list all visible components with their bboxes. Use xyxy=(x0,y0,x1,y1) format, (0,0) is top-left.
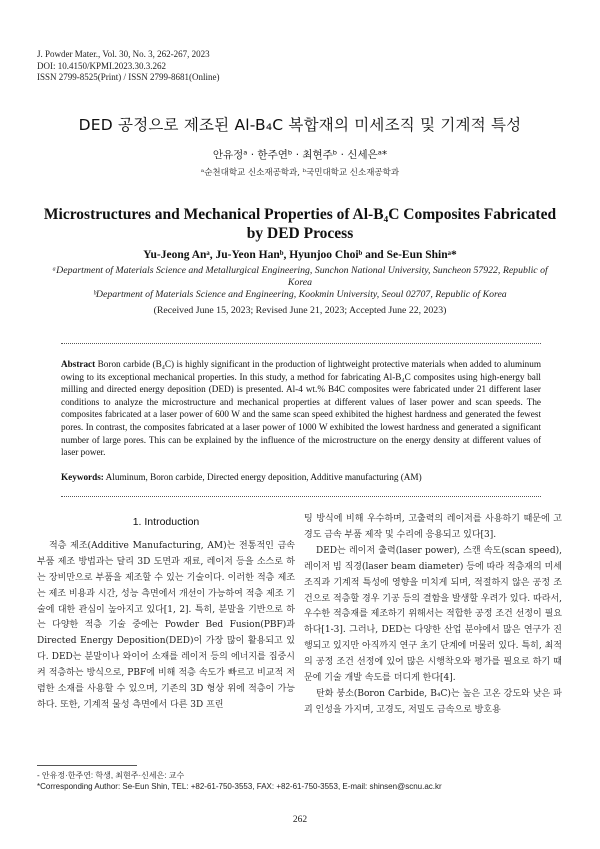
intro-paragraph-3: 탄화 붕소(Boron Carbide, B₄C)는 높은 고온 강도와 낮은 파괴 인성을 가지며, 고경도, 저밀도 금속으로 방호용 xyxy=(304,688,562,715)
english-affiliations xyxy=(40,265,560,302)
section-heading-introduction: 1. Introduction xyxy=(132,516,200,528)
journal-doi[interactable]: DOI: 10.4150/KPMI.2023.30.3.262 xyxy=(37,60,167,71)
abstract-block xyxy=(61,358,541,459)
top-divider xyxy=(61,343,541,344)
affiliation-b: ᵇDepartment of Materials Science and Engineering, Kookmin University, Seoul 02707, Republic of Korea xyxy=(93,289,507,301)
keywords-text: Aluminum, Boron carbide, Directed energy deposition, Additive manufacturing (AM) xyxy=(105,472,422,482)
korean-authors: 안유정ᵃ · 한주연ᵇ · 최현주ᵇ · 신세은ᵃ* xyxy=(212,149,388,161)
page-number: 262 xyxy=(292,815,308,825)
left-column xyxy=(37,515,295,714)
journal-citation: J. Powder Mater., Vol. 30, No. 3, 262-267, 2023 xyxy=(37,49,210,59)
affiliation-a: ᵃDepartment of Materials Science and Metallurgical Engineering, Sunchon National University, Suncheon 57922, Republic of Korea xyxy=(52,265,548,289)
korean-title: DED 공정으로 제조된 Al-B₄C 복합재의 미세조직 및 기계적 특성 xyxy=(78,116,522,134)
intro-paragraph-2: DED는 레이저 출력(laser power), 스캔 속도(scan speed), 레이저 빔 직경(laser beam diameter) 등에 따라 적층재의 미세조직과 기계적 특성에 영향을 미치게 되며, 적절하지 않은 공정 조건으로 적층할 경우 기공 등의 결함을 발생할 우려가 있다. 따라서, 우수한 적층재를 제조하기 위해서는 적합한 공정 조건 선정이 필요하다[1-3]. 그러나, DED는 다양한 산업 분야에서 많은 연구가 진행되고 있지만 아직까지 연구 초기 단계에 머물러 있다. 특히, 최적의 공정 조건 선정에 있어 많은 시행착오와 평가를 필요로 하기 때문에 기술 개발 속도를 더디게 한다[4]. xyxy=(304,545,562,684)
footnote-corresponding: *Corresponding Author: Se-Eun Shin, TEL: +82-61-750-3553, FAX: +82-61-750-3553, E-mail: shinsen@scnu.ac.kr xyxy=(37,782,442,791)
journal-info xyxy=(37,49,220,84)
intro-paragraph-continued: 팅 방식에 비해 우수하며, 고출력의 레이저를 사용하기 때문에 고경도 금속 부품 제작 및 수리에 응용되고 있다[3]. xyxy=(304,514,562,540)
abstract-label: Abstract xyxy=(61,359,96,369)
footnotes xyxy=(37,770,442,792)
right-column xyxy=(304,512,562,719)
english-title: Microstructures and Mechanical Properties of Al-B₄C Composites Fabricated by DED Process xyxy=(43,206,557,242)
keywords-block xyxy=(61,472,541,482)
intro-paragraph-1: 적층 제조(Additive Manufacturing, AM)는 전통적인 금속 부품 제조 방법과는 달리 3D 도면과 재료, 레이저 등을 소스로 하는 장비만으로 부품을 제조할 수 있는 기술이다. 이러한 적층 제조는 제조 비용과 시간, 성능 측면에서 개선이 가능하여 적층 제조 기술에 대한 관심이 높아지고 있다[1, 2]. 특히, 분말을 기반으로 하는 다양한 적층 기술 중에는 Powder Bed Fusion(PBF)과 Directed Energy Deposition(DED)이 가장 많이 활용되고 있다. DED는 분말이나 와이어 소재를 레이저 등의 에너지를 집중시켜 적층하는 방식으로, PBF에 비해 적층 속도가 빠르고 비교적 저렴한 소재를 사용할 수 있으며, 기존의 3D 형상 위에 적층이 가능하다. 또한, 기계적 물성 측면에서 다른 3D 프린 xyxy=(37,540,295,710)
received-dates: (Received June 15, 2023; Revised June 21, 2023; Accepted June 22, 2023) xyxy=(153,305,447,316)
keywords-label: Keywords: xyxy=(61,472,104,482)
journal-issn: ISSN 2799-8525(Print) / ISSN 2799-8681(Online) xyxy=(37,72,220,82)
korean-affiliations: ᵃ순천대학교 신소재공학과, ᵇ국민대학교 신소재공학과 xyxy=(200,168,400,178)
bottom-divider xyxy=(61,496,541,497)
abstract-text: Boron carbide (B₄C) is highly significant in the production of lightweight protective materials when added to aluminum owing to its exceptional mechanical properties. In this study, a method for fabricating Al-B₄C composites using high-energy ball milling and directed energy deposition (DED) is presented. Al-4 wt.% B4C composites were fabricated under 21 different laser conditions to analyze the microstructure and mechanical properties at different values of laser power and scan speeds. The composites fabricated at a laser power of 600 W and the same scan speed exhibited the highest hardness and generated the fewest pores. In contrast, the composites fabricated at a laser power of 1000 W exhibited the lowest hardness and generated a significant number of large pores. This can be explained by the influence of the microstructure on the energy density at different values of laser power. xyxy=(61,359,542,458)
english-authors: Yu-Jeong Anᵃ, Ju-Yeon Hanᵇ, Hyunjoo Choiᵇ and Se-Eun Shinᵃ* xyxy=(143,249,457,261)
footnote-roles: - 안유정·한주연: 학생, 최현주·신세은: 교수 xyxy=(37,771,185,780)
footnote-rule xyxy=(37,765,137,766)
